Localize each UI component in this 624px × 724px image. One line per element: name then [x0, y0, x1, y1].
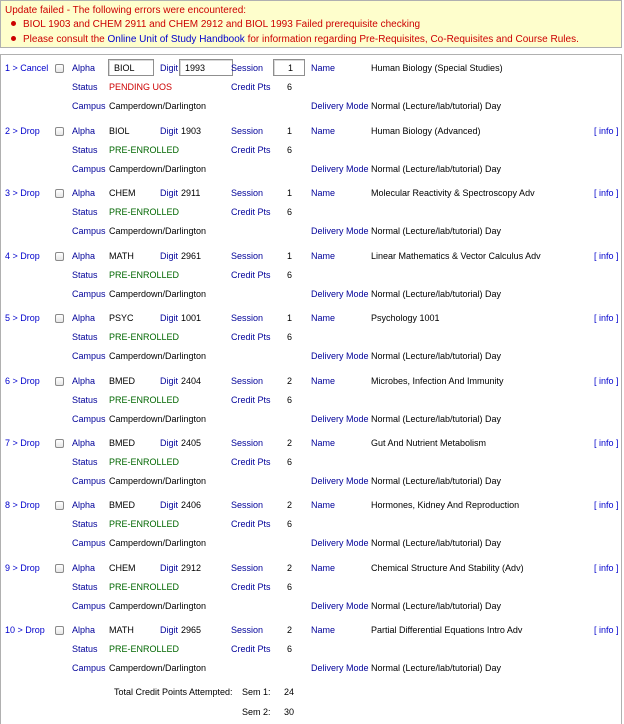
alpha-value: CHEM: [109, 563, 136, 573]
error-title: Update failed - The following errors were encountered:: [5, 5, 247, 16]
status-label: Status: [72, 395, 98, 405]
campus-value: Camperdown/Darlington: [109, 601, 207, 611]
status-value: PRE-ENROLLED: [109, 207, 180, 217]
session-label: Session: [231, 126, 264, 136]
status-label: Status: [72, 519, 98, 529]
sem2-label: Sem 2:: [242, 707, 271, 717]
alpha-label: Alpha: [72, 625, 96, 635]
sem1-label: Sem 1:: [242, 687, 271, 697]
name-label: Name: [311, 563, 336, 573]
unit-name: Partial Differential Equations Intro Adv: [371, 625, 523, 635]
handbook-link[interactable]: Online Unit of Study Handbook: [107, 34, 245, 45]
status-value: PRE-ENROLLED: [109, 270, 180, 280]
delivery-value: Normal (Lecture/lab/tutorial) Day: [371, 351, 502, 361]
credit-value: 6: [287, 395, 293, 405]
campus-label: Campus: [72, 101, 106, 111]
unit-checkbox[interactable]: [55, 252, 64, 261]
campus-value: Camperdown/Darlington: [109, 414, 207, 424]
unit-checkbox[interactable]: [55, 564, 64, 573]
digit-value: 1001: [181, 313, 202, 323]
alpha-value: CHEM: [109, 188, 136, 198]
campus-value: Camperdown/Darlington: [109, 101, 207, 111]
sem2-value: 30: [284, 707, 295, 717]
credit-value: 6: [287, 145, 293, 155]
digit-value: 2406: [181, 500, 202, 510]
alpha-label: Alpha: [72, 251, 96, 261]
alpha-label: Alpha: [72, 313, 96, 323]
delivery-value: Normal (Lecture/lab/tutorial) Day: [371, 476, 502, 486]
credit-label: Credit Pts: [231, 145, 271, 155]
campus-value: Camperdown/Darlington: [109, 351, 207, 361]
info-link[interactable]: [ info ]: [594, 376, 619, 386]
name-label: Name: [311, 251, 336, 261]
alpha-label: Alpha: [72, 63, 96, 73]
campus-label: Campus: [72, 414, 106, 424]
digit-label: Digit: [160, 63, 179, 73]
campus-label: Campus: [72, 601, 106, 611]
totals-label: Total Credit Points Attempted:: [114, 687, 233, 697]
error-text-pre: Please consult the: [23, 34, 108, 45]
session-value: 2: [287, 625, 293, 635]
sem1-value: 24: [284, 687, 295, 697]
campus-value: Camperdown/Darlington: [109, 663, 207, 673]
alpha-value: BMED: [109, 438, 136, 448]
alpha-label: Alpha: [72, 126, 96, 136]
campus-value: Camperdown/Darlington: [109, 476, 207, 486]
status-value: PENDING UOS: [109, 82, 173, 92]
campus-label: Campus: [72, 164, 106, 174]
status-label: Status: [72, 145, 98, 155]
credit-value: 6: [287, 270, 293, 280]
name-label: Name: [311, 376, 336, 386]
delivery-value: Normal (Lecture/lab/tutorial) Day: [371, 164, 502, 174]
credit-label: Credit Pts: [231, 395, 271, 405]
digit-label: Digit: [160, 500, 179, 510]
delivery-label: Delivery Mode: [311, 351, 369, 361]
unit-name: Human Biology (Special Studies): [371, 63, 503, 73]
digit-label: Digit: [160, 313, 179, 323]
name-label: Name: [311, 126, 336, 136]
digit-label: Digit: [160, 126, 179, 136]
info-link[interactable]: [ info ]: [594, 625, 619, 635]
alpha-value: MATH: [109, 625, 134, 635]
status-value: PRE-ENROLLED: [109, 644, 180, 654]
status-value: PRE-ENROLLED: [109, 145, 180, 155]
session-value: 1: [287, 126, 293, 136]
error-item: [11, 34, 579, 45]
unit-checkbox[interactable]: [55, 189, 64, 198]
credit-label: Credit Pts: [231, 644, 271, 654]
credit-label: Credit Pts: [231, 207, 271, 217]
alpha-label: Alpha: [72, 438, 96, 448]
status-label: Status: [72, 270, 98, 280]
campus-label: Campus: [72, 476, 106, 486]
campus-label: Campus: [72, 663, 106, 673]
digit-value: 2965: [181, 625, 202, 635]
alpha-value: PSYC: [109, 313, 134, 323]
status-label: Status: [72, 207, 98, 217]
error-text-post: for information regarding Pre-Requisites, Co-Requisites and Course Rules.: [244, 34, 579, 45]
status-label: Status: [72, 82, 98, 92]
unit-name: Gut And Nutrient Metabolism: [371, 438, 487, 448]
campus-label: Campus: [72, 226, 106, 236]
session-label: Session: [231, 313, 264, 323]
campus-value: Camperdown/Darlington: [109, 289, 207, 299]
status-value: PRE-ENROLLED: [109, 395, 180, 405]
unit-name: Hormones, Kidney And Reproduction: [371, 500, 520, 510]
delivery-value: Normal (Lecture/lab/tutorial) Day: [371, 663, 502, 673]
delivery-label: Delivery Mode: [311, 601, 369, 611]
delivery-value: Normal (Lecture/lab/tutorial) Day: [371, 601, 502, 611]
session-label: Session: [231, 438, 264, 448]
unit-checkbox[interactable]: [55, 626, 64, 635]
info-link[interactable]: [ info ]: [594, 500, 619, 510]
info-link[interactable]: [ info ]: [594, 126, 619, 136]
delivery-label: Delivery Mode: [311, 663, 369, 673]
session-value: 2: [287, 500, 293, 510]
digit-label: Digit: [160, 563, 179, 573]
alpha-value: MATH: [109, 251, 134, 261]
alpha-value: BIOL: [109, 126, 130, 136]
info-link[interactable]: [ info ]: [594, 251, 619, 261]
alpha-label: Alpha: [72, 376, 96, 386]
unit-name: Linear Mathematics & Vector Calculus Adv: [371, 251, 541, 261]
credit-label: Credit Pts: [231, 457, 271, 467]
status-value: PRE-ENROLLED: [109, 457, 180, 467]
bullet-icon: [11, 21, 16, 26]
credit-value: 6: [287, 457, 293, 467]
unit-checkbox[interactable]: [55, 377, 64, 386]
action-link[interactable]: 4 > Drop: [5, 251, 40, 261]
delivery-value: Normal (Lecture/lab/tutorial) Day: [371, 414, 502, 424]
digit-value: 2404: [181, 376, 202, 386]
credit-label: Credit Pts: [231, 82, 271, 92]
credit-value: 6: [287, 519, 293, 529]
session-label: Session: [231, 376, 264, 386]
error-text-prereq: BIOL 1903 and CHEM 2911 and CHEM 2912 and BIOL 1993 Failed prerequisite checking: [23, 19, 421, 30]
credit-label: Credit Pts: [231, 582, 271, 592]
delivery-label: Delivery Mode: [311, 289, 369, 299]
info-link[interactable]: [ info ]: [594, 438, 619, 448]
action-link[interactable]: 5 > Drop: [5, 313, 40, 323]
digit-value: 2912: [181, 563, 202, 573]
session-value: 2: [287, 438, 293, 448]
delivery-value: Normal (Lecture/lab/tutorial) Day: [371, 538, 502, 548]
delivery-label: Delivery Mode: [311, 101, 369, 111]
digit-label: Digit: [160, 376, 179, 386]
info-link[interactable]: [ info ]: [594, 563, 619, 573]
status-label: Status: [72, 582, 98, 592]
unit-checkbox[interactable]: [55, 314, 64, 323]
bullet-icon: [11, 36, 16, 41]
digit-label: Digit: [160, 625, 179, 635]
unit-name: Microbes, Infection And Immunity: [371, 376, 504, 386]
delivery-value: Normal (Lecture/lab/tutorial) Day: [371, 289, 502, 299]
session-label: Session: [231, 625, 264, 635]
name-label: Name: [311, 500, 336, 510]
campus-value: Camperdown/Darlington: [109, 538, 207, 548]
action-link[interactable]: 8 > Drop: [5, 500, 40, 510]
session-label: Session: [231, 63, 264, 73]
digit-value: 2405: [181, 438, 202, 448]
credit-label: Credit Pts: [231, 332, 271, 342]
name-label: Name: [311, 188, 336, 198]
session-value: 1: [287, 188, 293, 198]
credit-value: 6: [287, 332, 293, 342]
alpha-value: BMED: [109, 500, 136, 510]
status-label: Status: [72, 457, 98, 467]
session-value: 2: [287, 563, 293, 573]
error-item: [11, 19, 420, 30]
digit-value: 1903: [181, 126, 202, 136]
action-link[interactable]: 3 > Drop: [5, 188, 40, 198]
alpha-value: BMED: [109, 376, 136, 386]
credit-value: 6: [287, 82, 293, 92]
delivery-label: Delivery Mode: [311, 538, 369, 548]
session-label: Session: [231, 500, 264, 510]
unit-checkbox[interactable]: [55, 501, 64, 510]
digit-value: 2911: [181, 188, 201, 198]
campus-label: Campus: [72, 351, 106, 361]
status-label: Status: [72, 332, 98, 342]
action-link[interactable]: 9 > Drop: [5, 563, 40, 573]
error-panel: [0, 0, 622, 48]
status-value: PRE-ENROLLED: [109, 519, 180, 529]
digit-input[interactable]: 1993: [179, 59, 233, 76]
unit-name: Human Biology (Advanced): [371, 126, 481, 136]
digit-label: Digit: [160, 251, 179, 261]
session-label: Session: [231, 188, 264, 198]
action-link[interactable]: 7 > Drop: [5, 438, 40, 448]
action-link[interactable]: 6 > Drop: [5, 376, 40, 386]
unit-name: Molecular Reactivity & Spectroscopy Adv: [371, 188, 535, 198]
status-value: PRE-ENROLLED: [109, 582, 180, 592]
digit-label: Digit: [160, 188, 179, 198]
credit-label: Credit Pts: [231, 270, 271, 280]
credit-value: 6: [287, 207, 293, 217]
campus-value: Camperdown/Darlington: [109, 226, 207, 236]
delivery-value: Normal (Lecture/lab/tutorial) Day: [371, 101, 502, 111]
campus-label: Campus: [72, 289, 106, 299]
session-input[interactable]: 1: [273, 59, 305, 76]
name-label: Name: [311, 313, 336, 323]
status-label: Status: [72, 644, 98, 654]
session-label: Session: [231, 251, 264, 261]
alpha-label: Alpha: [72, 563, 96, 573]
campus-value: Camperdown/Darlington: [109, 164, 207, 174]
unit-name: Chemical Structure And Stability (Adv): [371, 563, 524, 573]
session-label: Session: [231, 563, 264, 573]
action-link[interactable]: 1 > Cancel: [5, 63, 49, 73]
delivery-label: Delivery Mode: [311, 476, 369, 486]
unit-checkbox[interactable]: [55, 64, 64, 73]
session-value: 1: [287, 251, 293, 261]
digit-label: Digit: [160, 438, 179, 448]
delivery-label: Delivery Mode: [311, 226, 369, 236]
alpha-label: Alpha: [72, 188, 96, 198]
delivery-label: Delivery Mode: [311, 164, 369, 174]
delivery-value: Normal (Lecture/lab/tutorial) Day: [371, 226, 502, 236]
digit-value: 2961: [181, 251, 202, 261]
unit-checkbox[interactable]: [55, 439, 64, 448]
unit-checkbox[interactable]: [55, 127, 64, 136]
credit-label: Credit Pts: [231, 519, 271, 529]
info-link[interactable]: [ info ]: [594, 188, 619, 198]
name-label: Name: [311, 438, 336, 448]
delivery-label: Delivery Mode: [311, 414, 369, 424]
campus-label: Campus: [72, 538, 106, 548]
name-label: Name: [311, 63, 336, 73]
credit-value: 6: [287, 644, 293, 654]
credit-value: 6: [287, 582, 293, 592]
session-value: 1: [287, 313, 293, 323]
unit-name: Psychology 1001: [371, 313, 440, 323]
action-link[interactable]: 10 > Drop: [5, 625, 45, 635]
status-value: PRE-ENROLLED: [109, 332, 180, 342]
name-label: Name: [311, 625, 336, 635]
info-link[interactable]: [ info ]: [594, 313, 619, 323]
action-link[interactable]: 2 > Drop: [5, 126, 40, 136]
session-value: 2: [287, 376, 293, 386]
alpha-input[interactable]: BIOL: [108, 59, 154, 76]
alpha-label: Alpha: [72, 500, 96, 510]
